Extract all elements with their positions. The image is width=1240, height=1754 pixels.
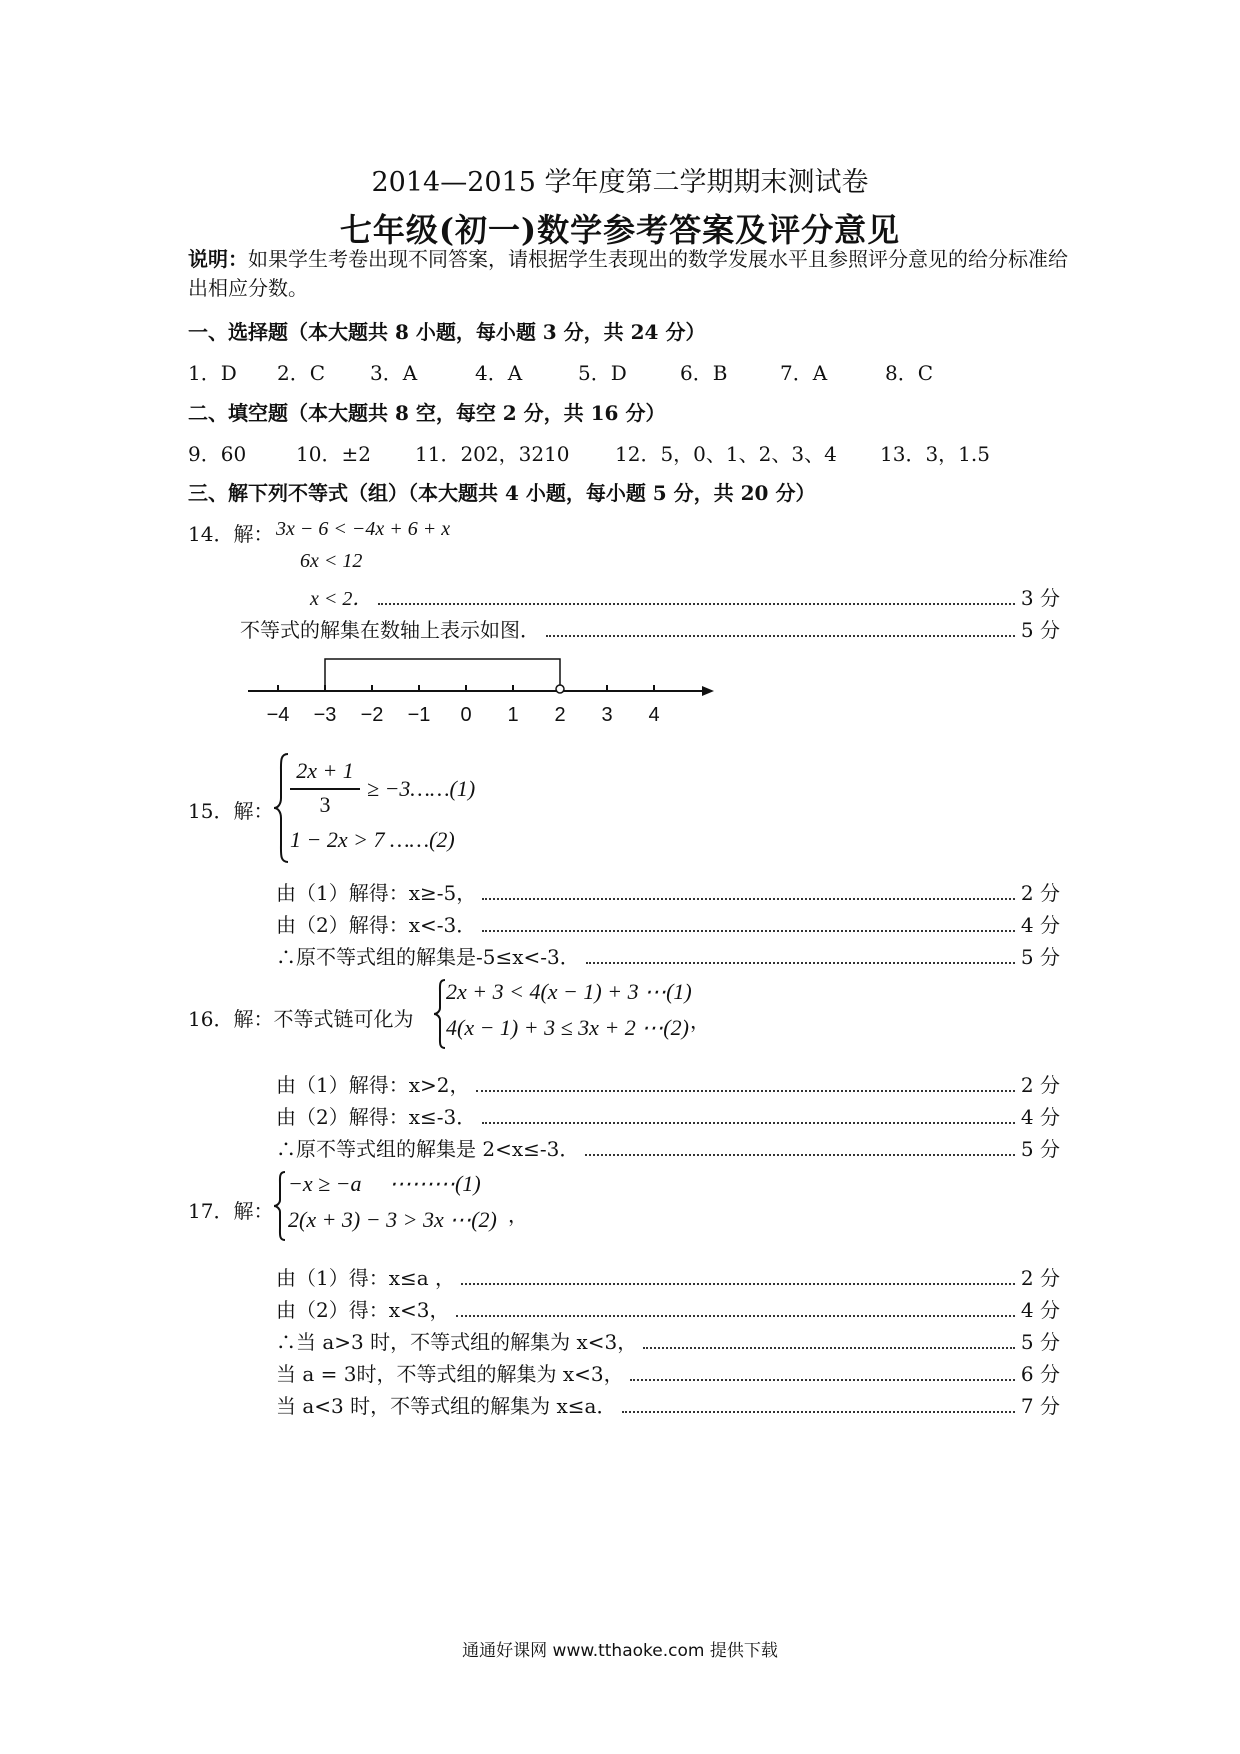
q17-row2 [276,1294,1060,1323]
dot-leader [630,1378,1015,1381]
dot-leader [482,897,1015,900]
score: 7 分 [1020,1394,1060,1418]
section3-heading: 三、解下列不等式（组）（本大题共 4 小题，每小题 5 分，共 20 分） [188,481,816,505]
q17-r1: 由（1）得：x≤a ， [276,1266,456,1290]
axis-tick-label: −2 [360,704,384,725]
answer-item: 6．B [680,361,728,385]
q17-eq1: −x ≥ −a ⋯⋯⋯(1) [288,1171,481,1196]
q17-row4 [276,1358,1060,1387]
score: 2 分 [1020,1073,1060,1097]
q16-label: 16．解：不等式链可化为 [188,1007,414,1031]
axis-tick-label: 3 [601,704,613,725]
q16-eq1: 2x + 3 < 4(x − 1) + 3 ⋯(1) [446,979,692,1004]
axis-tick-label: 4 [648,704,660,725]
q15-brace [272,752,292,864]
page-subtitle: 七年级(初一)数学参考答案及评分意见 [339,211,901,249]
axis-tick-label: −3 [313,704,337,725]
score: 6 分 [1020,1362,1060,1386]
q15-eq1-tail: ≥ −3……(1) [367,776,476,801]
dot-leader [546,634,1015,637]
section1-heading: 一、选择题（本大题共 8 小题，每小题 3 分，共 24 分） [188,320,706,344]
axis-tick-label: −1 [407,704,431,725]
q14-step3: x < 2． [310,588,373,610]
dot-leader [586,961,1015,964]
q15-row3 [276,941,1060,970]
axis-tick-label: −4 [266,704,290,725]
q17-brace [272,1170,288,1242]
q14-graph-row [240,614,1060,643]
section2-heading: 二、填空题（本大题共 8 空，每空 2 分，共 16 分） [188,401,666,425]
dot-leader [476,1089,1015,1092]
q15-row1 [276,877,1060,906]
dot-leader [482,929,1015,932]
score: 4 分 [1020,1105,1060,1129]
answer-item: 5．D [578,361,627,385]
dot-leader [643,1346,1015,1349]
score: 4 分 [1020,1298,1060,1322]
score: 3 分 [1020,586,1060,610]
dot-leader [482,1121,1015,1124]
q14-graph-text: 不等式的解集在数轴上表示如图． [240,618,540,642]
q15-numerator: 2x + 1 [296,758,354,783]
score: 5 分 [1020,945,1060,969]
answer-item: 3．A [370,361,418,385]
answer-item: 12．5，0、1、2、3、4 [615,442,837,466]
q16-r3: ∴原不等式组的解集是 2<x≤-3． [276,1137,580,1161]
note-label: 说明： [188,247,248,271]
q17-row5 [276,1390,1060,1419]
dot-leader [461,1282,1015,1285]
q15-r1: 由（1）解得：x≥-5， [276,881,477,905]
q15-denominator: 3 [319,792,331,817]
score: 4 分 [1020,913,1060,937]
answer-item: 11．202，3210 [415,442,570,466]
answer-item: 4．A [475,361,523,385]
q15-eq2: 1 − 2x > 7 ……(2) [290,827,455,852]
q17-r4: 当 a = 3时，不等式组的解集为 x<3， [276,1362,624,1386]
score: 5 分 [1020,1330,1060,1354]
q17-row3 [276,1326,1060,1355]
q17-r2: 由（2）得：x<3， [276,1298,450,1322]
q16-r2: 由（2）解得：x≤-3． [276,1105,477,1129]
q17-label: 17．解： [188,1199,274,1223]
axis-tick-label: 1 [507,704,519,725]
q15-r3: ∴原不等式组的解集是-5≤x<-3． [276,945,580,969]
answer-item: 13．3，1.5 [880,442,990,466]
answer-item: 2．C [277,361,326,385]
q14-step1: 3x − 6 < −4x + 6 + x [276,518,451,540]
dot-leader [585,1153,1015,1156]
q16-row1 [276,1069,1060,1098]
q14-step2: 6x < 12 [300,550,363,572]
answer-item: 8．C [885,361,934,385]
q17-row1 [276,1262,1060,1291]
dot-leader [456,1314,1015,1317]
dot-leader [378,602,1015,605]
q16-row3 [276,1133,1060,1162]
score: 5 分 [1020,618,1060,642]
answer-item: 9．60 [188,442,247,466]
q15-row2 [276,909,1060,938]
answer-item: 7．A [780,361,828,385]
dot-leader [622,1410,1014,1413]
q17-eq2: 2(x + 3) − 3 > 3x ⋯(2) [288,1207,497,1232]
q15-r2: 由（2）解得：x<-3． [276,913,477,937]
answer-item: 10．±2 [296,442,371,466]
axis-tick-label: 2 [554,704,566,725]
number-line [240,655,720,725]
score: 5 分 [1020,1137,1060,1161]
score: 2 分 [1020,881,1060,905]
q17-r3: ∴当 a>3 时，不等式组的解集为 x<3， [276,1330,638,1354]
q14-result-row [310,582,1060,611]
note-text: 如果学生考卷出现不同答案，请根据学生表现出的数学发展水平且参照评分意见的给分标准给出相应分数。 [188,247,1068,300]
q16-row2 [276,1101,1060,1130]
fraction-bar [290,788,360,790]
answer-item: 1．D [188,361,237,385]
score: 2 分 [1020,1266,1060,1290]
instruction-note [188,245,1068,303]
axis-tick-label: 0 [460,704,472,725]
page-title: 2014—2015 学年度第二学期期末测试卷 [371,167,869,198]
q17-r5: 当 a<3 时，不等式组的解集为 x≤a． [276,1394,617,1418]
footer-credit: 通通好课网 www.tthaoke.com 提供下载 [462,1641,778,1661]
q16-comma: ， [690,1009,710,1033]
q17-comma: ， [508,1203,528,1227]
q16-eq2: 4(x − 1) + 3 ≤ 3x + 2 ⋯(2) [446,1015,689,1040]
q14-label: 14．解： [188,522,274,546]
q15-label: 15．解： [188,799,274,823]
q16-r1: 由（1）解得：x>2， [276,1073,470,1097]
